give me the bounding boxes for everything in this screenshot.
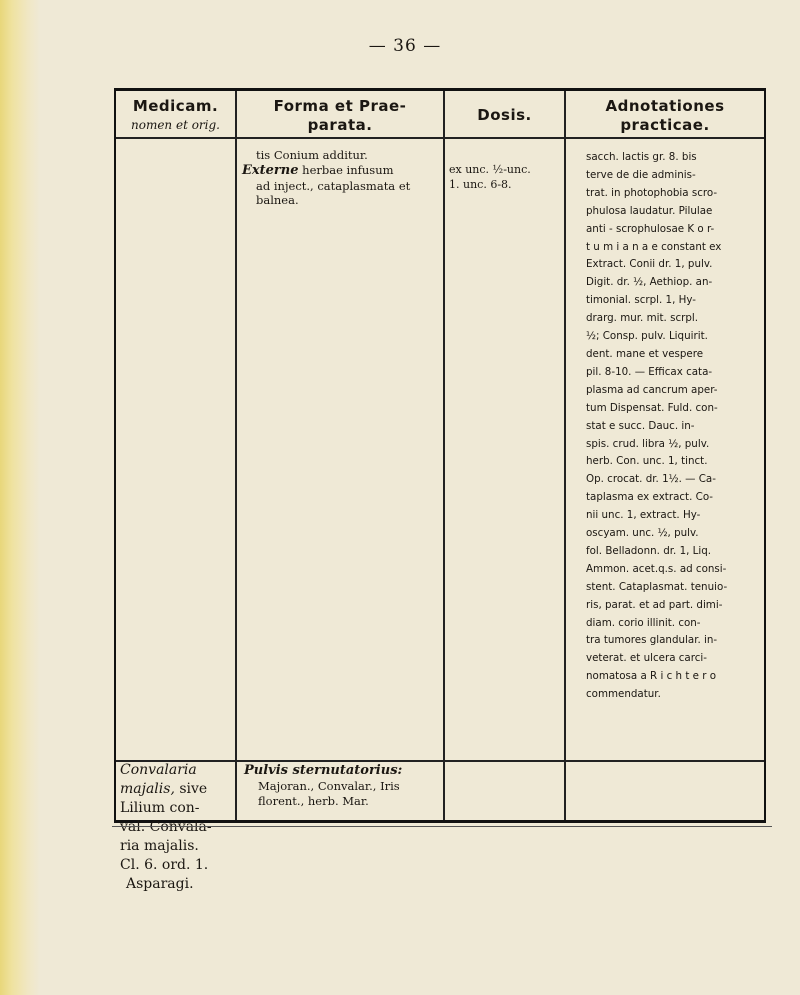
row1-dosis <box>449 163 564 192</box>
row2-forma <box>244 764 444 808</box>
header-adnotationes-line2: practicae. <box>620 116 710 134</box>
header-medicament <box>116 97 235 135</box>
forma-line: balnea. <box>256 193 299 208</box>
header-adnotationes <box>566 97 764 135</box>
pharmacopoeia-table <box>114 88 766 892</box>
note-line: tum Dispensat. Fuld. con- <box>586 401 718 414</box>
row1-adnotationes <box>586 149 762 704</box>
note-line: terve de die adminis- <box>586 168 696 181</box>
medicament-majalis: majalis, <box>120 781 175 797</box>
note-line: herb. Con. unc. 1, tinct. <box>586 455 708 468</box>
header-medicament-subtitle: nomen et orig. <box>130 118 220 132</box>
header-dosis <box>445 106 564 125</box>
dosis-line: 1. unc. 6-8. <box>449 177 512 191</box>
row2-medicament <box>120 761 235 894</box>
forma-line: Majoran., Convalar., Iris <box>258 778 400 793</box>
forma-line: tis Conium additur. <box>256 148 368 162</box>
forma-externe-rest: herbae infusum <box>298 162 394 177</box>
forma-line: ad inject., cataplasmata et <box>256 178 411 193</box>
forma-line: florent., herb. Mar. <box>258 793 369 808</box>
note-line: nomatosa a R i c h t e r o <box>586 670 717 683</box>
header-forma <box>237 97 443 135</box>
page-number: — 36 — <box>368 36 442 56</box>
column-divider <box>564 91 566 820</box>
note-line: nii unc. 1, extract. Hy- <box>586 509 701 522</box>
note-line: Op. crocat. dr. 1½. — Ca- <box>586 473 716 486</box>
header-adnotationes-line1: Adnotationes <box>605 97 725 115</box>
header-dosis-title: Dosis. <box>477 106 532 124</box>
note-line: stent. Cataplasmat. tenuio- <box>586 580 728 593</box>
note-line: commendatur. <box>586 688 661 701</box>
medicament-sive: sive <box>174 781 208 797</box>
note-line: drarg. mur. mit. scrpl. <box>586 312 699 325</box>
note-line: Extract. Conii dr. 1, pulv. <box>586 258 713 271</box>
medicament-line: Cl. 6. ord. 1. <box>120 857 209 873</box>
note-line: ½; Consp. pulv. Liquirit. <box>586 330 708 343</box>
note-line: fol. Belladonn. dr. 1, Liq. <box>586 544 712 557</box>
forma-line <box>242 163 442 179</box>
header-rule <box>116 137 764 139</box>
note-line: ris, parat. et ad part. dimi- <box>586 598 723 611</box>
note-line: pil. 8-10. — Efficax cata- <box>586 365 713 378</box>
note-line: phulosa laudatur. Pilulae <box>586 204 713 217</box>
dosis-line: ex unc. ½-unc. <box>449 163 531 176</box>
note-line: anti - scrophulosae K o r- <box>586 222 715 235</box>
column-divider <box>443 91 445 820</box>
note-line: trat. in photophobia scro- <box>586 186 718 199</box>
medicament-line: Asparagi. <box>126 876 194 892</box>
medicament-line: ria majalis. <box>120 838 199 854</box>
note-line: diam. corio illinit. con- <box>586 616 701 629</box>
note-line: veterat. et ulcera carci- <box>586 652 707 665</box>
forma-externe: Externe <box>242 162 299 178</box>
note-line: Ammon. acet.q.s. ad consi- <box>586 562 727 575</box>
note-line: spis. crud. libra ½, pulv. <box>586 437 710 450</box>
medicament-line: val. Convala- <box>120 819 212 835</box>
book-spine-edge <box>0 0 40 995</box>
column-divider <box>235 91 237 820</box>
note-line: Digit. dr. ½, Aethiop. an- <box>586 276 713 289</box>
forma-pulvis: Pulvis sternutatorius: <box>244 763 403 778</box>
note-line: tra tumores glandular. in- <box>586 634 718 647</box>
note-line: plasma ad cancrum aper- <box>586 383 718 396</box>
header-forma-line1: Forma et Prae- <box>273 97 407 115</box>
note-line: timonial. scrpl. 1, Hy- <box>586 294 697 307</box>
header-medicament-title: Medicam. <box>132 97 219 115</box>
note-line: stat e succ. Dauc. in- <box>586 419 695 432</box>
note-line: taplasma ex extract. Co- <box>586 491 714 504</box>
bottom-rule <box>112 826 772 827</box>
note-line: sacch. lactis gr. 8. bis <box>586 151 697 163</box>
medicament-line: Lilium con- <box>120 800 200 816</box>
row1-forma <box>242 148 442 208</box>
note-line: oscyam. unc. ½, pulv. <box>586 527 699 540</box>
note-line: t u m i a n a e constant ex <box>586 240 722 253</box>
header-forma-line2: parata. <box>307 116 373 134</box>
note-line: dent. mane et vespere <box>586 347 704 360</box>
medicament-name: Convalaria <box>120 762 197 778</box>
medicament-line <box>120 780 235 799</box>
